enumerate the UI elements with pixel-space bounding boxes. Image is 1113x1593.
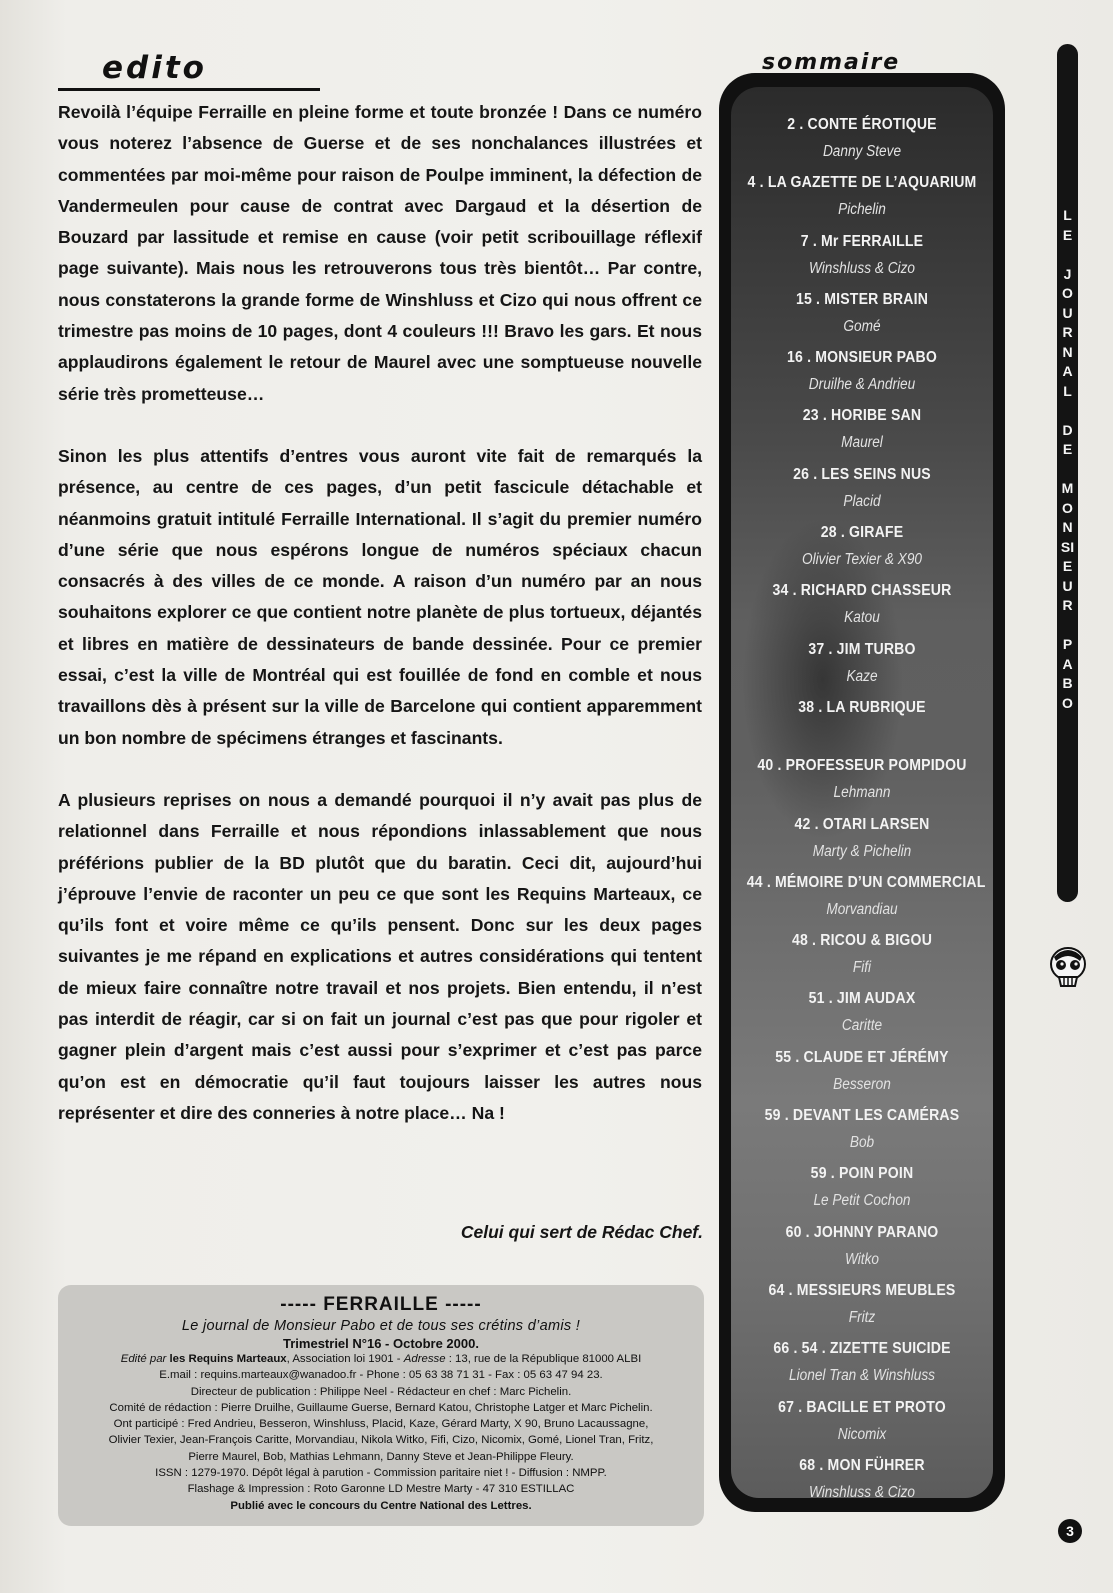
skull-icon — [1046, 945, 1090, 991]
toc-entry — [731, 1106, 993, 1164]
toc-entry-author: Lionel Tran & Winshluss — [789, 1367, 935, 1385]
edito-paragraph: A plusieurs reprises on nous a demandé pourquoi il n’y avait pas plus de relationnel dans Ferraille et nous répondions inlassablement que nous préférions publier de la BD plutôt que du baratin. Ceci dit, aujourd’hui j’éprouve l’envie de raconter un peu ce que sont les Requins Marteaux, ce qu’ils font et voire même ce qu’ils pensent. Donc sur les deux pages suivantes je me répand en explications et autres considérations qui tentent de mieux faire connaître notre travail et nos projets. Bien entendu, il n’est pas interdit de réagir, car si on fait un journal c’est pas que pour rigoler et gagner plein d’argent mais c’est aussi pour s’exprimer et c’est pas parce qu’on est en démocratie qu’il faut toujours laisser les autres nous représenter et dire des conneries à notre place… Na ! — [58, 789, 702, 1123]
toc-entry-title: 59 . POIN POIN — [810, 1165, 914, 1183]
toc-entry-author: Caritte — [841, 1017, 883, 1035]
toc-entry-title: 16 . MONSIEUR PABO — [786, 349, 937, 367]
toc-entry — [731, 1048, 993, 1106]
masthead-word: JOURNAL — [1062, 265, 1073, 399]
toc-entry — [731, 873, 993, 931]
address-label: Adresse — [403, 1353, 446, 1365]
masthead-word: LE — [1062, 207, 1073, 243]
colophon-contact: E.mail : requins.marteaux@wanadoo.fr - Phone : 05 63 38 71 31 - Fax : 05 63 47 94 23. — [159, 1369, 603, 1382]
toc-entry-author: Witko — [845, 1250, 879, 1268]
toc-entry-title: 37 . JIM TURBO — [808, 640, 916, 658]
toc-entry-title: 7 . Mr FERRAILLE — [800, 232, 924, 250]
masthead-word: PABO — [1062, 636, 1073, 711]
edito-signature: Celui qui sert de Rédac Chef. — [460, 1222, 703, 1242]
toc-entry-title: 64 . MESSIEURS MEUBLES — [768, 1281, 956, 1299]
toc-entry-title: 40 . PROFESSEUR POMPIDOU — [757, 757, 967, 775]
masthead-vertical-text — [1057, 206, 1078, 713]
toc-entry-title: 42 . OTARI LARSEN — [794, 815, 930, 833]
toc-entry-author: Kaze — [846, 667, 878, 685]
toc-entry-title: 51 . JIM AUDAX — [808, 990, 916, 1008]
toc-entry-title: 38 . LA RUBRIQUE — [798, 698, 926, 716]
colophon-title: ----- FERRAILLE ----- — [280, 1294, 482, 1315]
toc-entry-title: 23 . HORIBE SAN — [802, 407, 922, 425]
colophon-committee: Comité de rédaction : Pierre Druilhe, Guillaume Guerse, Bernard Katou, Christophe Latger et Marc Pichelin. — [109, 1401, 653, 1414]
page-number: 3 — [1058, 1519, 1082, 1543]
edito-paragraph: Revoilà l’équipe Ferraille en pleine forme et toute bronzée ! Dans ce numéro vous noterez l’absence de Guerse et de ses nonchalances illustrées et commentées par moi-même pour raison de Poulpe imminent, la défection de Vandermeulen pour cause de contrat avec Dargaud et la désertion de Bouzard par lassitude et remise en cause (voir petit scribouillage réflexif page suivante). Mais nous les retrouverons tous très bientôt… Par contre, nous constaterons la grande forme de Winshluss et Cizo qui nous offrent ce trimestre pas moins de 10 pages, dont 4 couleurs !!! Bravo les gars. Et nous applaudirons également le retour de Maurel avec une somptueuse nouvelle série très prometteuse… — [58, 102, 702, 404]
toc-entry-author: Morvandiau — [826, 900, 898, 918]
edito-heading-text: edito — [102, 50, 207, 86]
colophon-issn: ISSN : 1279-1970. Dépôt légal à parution - Commission paritaire niet ! - Diffusion : NMPP. — [155, 1467, 607, 1480]
toc-entry — [731, 232, 993, 290]
publisher-name: les Requins Marteaux — [169, 1353, 287, 1365]
toc-entry-title: 59 . DEVANT LES CAMÉRAS — [764, 1107, 960, 1125]
toc-entry — [731, 1339, 993, 1397]
toc-entry-author: Le Petit Cochon — [813, 1192, 911, 1210]
toc-entry-author: Fifi — [852, 959, 872, 977]
toc-entry — [731, 290, 993, 348]
toc-entry-title: 2 . CONTE ÉROTIQUE — [787, 116, 937, 133]
toc-entry-author: Danny Steve — [822, 143, 902, 160]
toc-entry-author: Bob — [849, 1134, 875, 1152]
colophon-printing: Flashage & Impression : Roto Garonne LD Mestre Marty - 47 310 ESTILLAC — [187, 1483, 575, 1496]
colophon-box — [58, 1285, 704, 1526]
toc-entry-title: 66 . 54 . ZIZETTE SUICIDE — [773, 1340, 951, 1358]
toc-entry — [731, 1456, 993, 1498]
toc-entry-title: 34 . RICHARD CHASSEUR — [772, 582, 952, 600]
toc-entry-title: 67 . BACILLE ET PROTO — [778, 1398, 946, 1416]
toc-entry-author: Olivier Texier & X90 — [801, 551, 923, 569]
toc-entry-author: Winshluss & Cizo — [808, 1483, 915, 1498]
toc-entry — [731, 465, 993, 523]
toc-entry — [731, 348, 993, 406]
toc-entry — [731, 406, 993, 464]
publisher-address: : 13, rue de la République 81000 ALBI — [445, 1353, 642, 1365]
toc-entry-author: Gomé — [843, 317, 881, 335]
edito-body — [58, 97, 702, 1129]
toc-entry-author: Maurel — [841, 434, 883, 452]
toc-entry-author: Pichelin — [838, 201, 886, 219]
colophon-participants: Pierre Maurel, Bob, Mathias Lehmann, Danny Steve et Jean-Philippe Fleury. — [188, 1450, 574, 1463]
toc-entry-title: 55 . CLAUDE ET JÉRÉMY — [775, 1048, 949, 1066]
toc-entry-author: Fritz — [848, 1308, 876, 1326]
toc-entry — [731, 523, 993, 581]
publisher-rest: , Association loi 1901 - — [286, 1353, 404, 1365]
colophon-publisher-line — [58, 1351, 704, 1367]
toc-entry-title: 15 . MISTER BRAIN — [795, 290, 929, 308]
toc-entry-author: Katou — [844, 609, 880, 627]
toc-entry-title: 26 . LES SEINS NUS — [793, 465, 931, 483]
masthead-word: MONSIEUR — [1060, 480, 1075, 613]
toc-entry — [731, 989, 993, 1047]
toc-entry-author: Placid — [843, 492, 881, 510]
masthead-gap — [1057, 616, 1078, 636]
masthead-gap — [1057, 401, 1078, 421]
table-of-contents — [731, 115, 993, 1498]
toc-entry — [731, 173, 993, 231]
toc-entry-author: Druilhe & Andrieu — [808, 376, 916, 394]
toc-entry — [731, 115, 993, 173]
toc-entry-title: 4 . LA GAZETTE DE L’AQUARIUM — [747, 174, 977, 192]
colophon-participants: Olivier Texier, Jean-François Caritte, Morvandiau, Nikola Witko, Fifi, Cizo, Nicomix, Gomé, Lionel Tran, Fritz, — [108, 1434, 654, 1447]
toc-entry — [731, 1398, 993, 1456]
edito-heading — [58, 48, 320, 91]
colophon-participants: Ont participé : Fred Andrieu, Besseron, Winshluss, Placid, Kaze, Gérard Marty, X 90, Bruno Lacaussagne, — [113, 1418, 649, 1431]
edito-paragraph: Sinon les plus attentifs d’entres vous auront vite fait de remarqués la présence, au centre de ces pages, d’un petit fascicule détachable et néanmoins gratuit intitulé Ferraille International. Il s’agit du premier numéro d’une série que nous espérons longue de numéros spéciaux chacun consacrés à des villes de ce monde. A raison d’un numéro par an nous souhaitons explorer ce que contient notre planète de plus tortueux, déjantés et libres en matière de dessinateurs de bande dessinée. Pour ce premier essai, c’est la ville de Montréal qui est fouillée de fond en comble et nous travaillons dès à présent sur la ville de Barcelone qui contient apparemment un bon nombre de spécimens étranges et fascinants. — [58, 445, 702, 748]
colophon-support: Publié avec le concours du Centre National des Lettres. — [230, 1499, 532, 1512]
toc-entry — [731, 931, 993, 989]
publisher-prefix: Edité par — [120, 1353, 167, 1365]
toc-entry-author: Nicomix — [837, 1425, 887, 1443]
toc-entry — [731, 1223, 993, 1281]
toc-entry-author: Besseron — [833, 1075, 891, 1093]
toc-entry-title: 48 . RICOU & BIGOU — [791, 932, 933, 950]
colophon-tagline: Le journal de Monsieur Pabo et de tous ses crétins d’amis ! — [181, 1318, 581, 1334]
toc-entry — [731, 698, 993, 756]
toc-entry-author: Winshluss & Cizo — [808, 259, 915, 277]
masthead-word: DE — [1062, 421, 1073, 457]
colophon-direction: Directeur de publication : Philippe Neel - Rédacteur en chef : Marc Pichelin. — [190, 1385, 572, 1398]
toc-entry-author: Marty & Pichelin — [812, 842, 912, 860]
toc-entry — [731, 1164, 993, 1222]
toc-entry-title: 60 . JOHNNY PARANO — [785, 1223, 939, 1241]
toc-entry-author: Lehmann — [833, 784, 891, 802]
toc-entry-title: 68 . MON FÜHRER — [799, 1456, 925, 1474]
toc-entry — [731, 1281, 993, 1339]
toc-entry-title: 44 . MÉMOIRE D’UN COMMERCIAL — [746, 873, 986, 891]
toc-entry — [731, 581, 993, 639]
toc-entry-title: 28 . GIRAFE — [820, 524, 904, 542]
sommaire-photo-background — [731, 87, 993, 1498]
masthead-gap — [1057, 460, 1078, 480]
toc-entry — [731, 640, 993, 698]
colophon-issue: Trimestriel N°16 - Octobre 2000. — [283, 1336, 479, 1351]
toc-entry — [731, 815, 993, 873]
sommaire-heading: sommaire — [762, 50, 901, 75]
masthead-gap — [1057, 245, 1078, 265]
toc-entry — [731, 756, 993, 814]
